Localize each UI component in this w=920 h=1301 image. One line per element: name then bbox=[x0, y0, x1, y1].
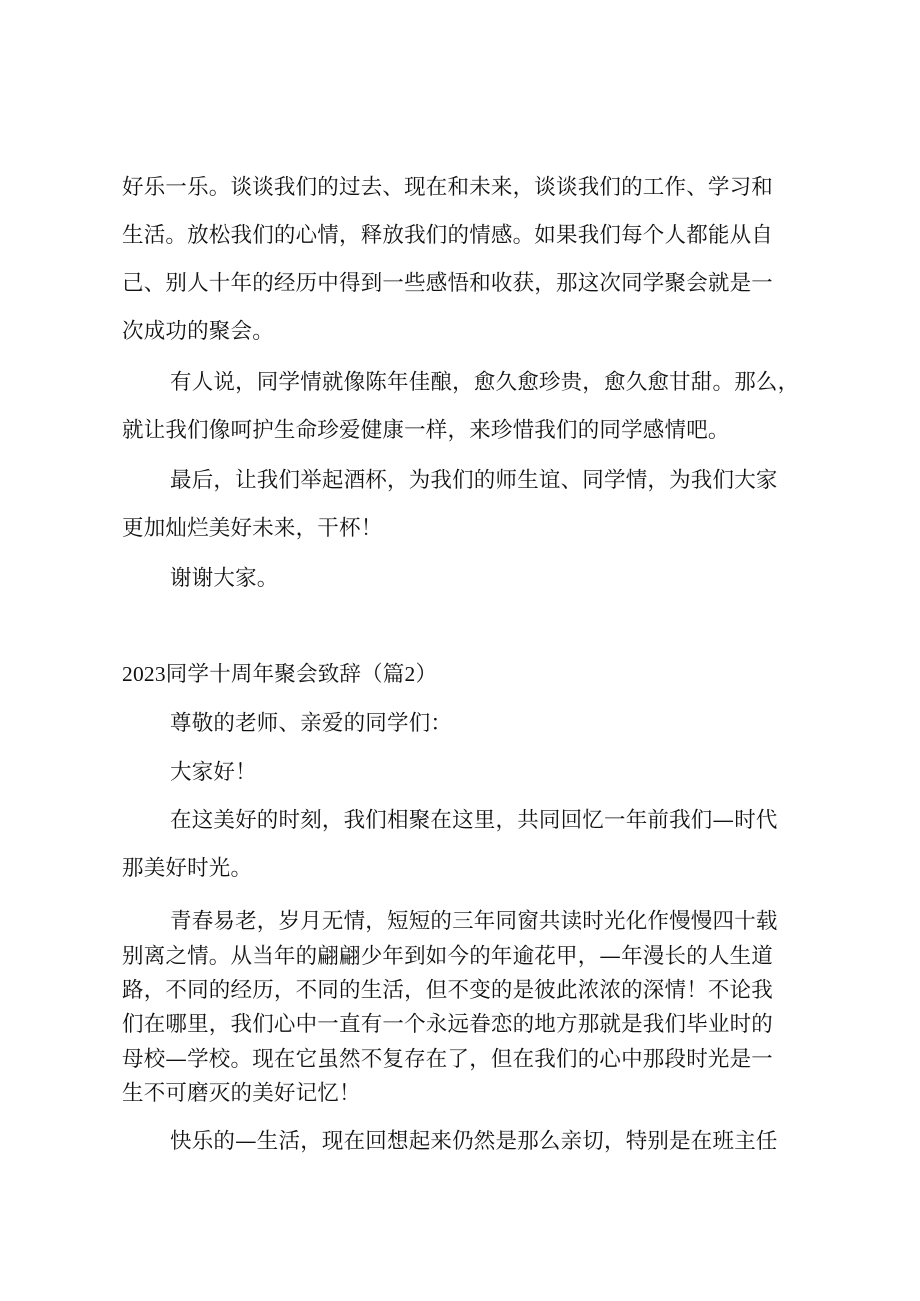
paragraph-line: 更加灿烂美好未来，干杯！ bbox=[122, 516, 383, 541]
paragraph-line: 路，不同的经历，不同的生活，但不变的是彼此浓浓的深情！不论我 bbox=[122, 978, 774, 1003]
paragraph-line: 生活。放松我们的心情，释放我们的情感。如果我们每个人都能从自 bbox=[122, 223, 774, 248]
paragraph-line: 次成功的聚会。 bbox=[122, 319, 274, 344]
paragraph-line: 生不可磨灭的美好记忆！ bbox=[122, 1081, 361, 1106]
paragraph-line: 青春易老，岁月无情，短短的三年同窗共读时光化作慢慢四十载 bbox=[170, 909, 778, 934]
paragraph-line: 谢谢大家。 bbox=[170, 566, 279, 591]
paragraph-line: 别离之情。从当年的翩翩少年到如今的年逾花甲，—年漫长的人生道 bbox=[122, 944, 774, 969]
paragraph-line: 有人说，同学情就像陈年佳酿，愈久愈珍贵，愈久愈甘甜。那么， bbox=[170, 370, 800, 395]
section-title: 2023同学十周年聚会致辞（篇2） bbox=[122, 662, 438, 686]
paragraph-line: 最后，让我们举起酒杯，为我们的师生谊、同学情，为我们大家 bbox=[170, 468, 778, 493]
paragraph-line: 们在哪里，我们心中一直有一个永远眷恋的地方那就是我们毕业时的 bbox=[122, 1012, 774, 1037]
paragraph-line: 在这美好的时刻，我们相聚在这里，共同回忆一年前我们—时代 bbox=[170, 808, 778, 833]
paragraph-line: 好乐一乐。谈谈我们的过去、现在和未来，谈谈我们的工作、学习和 bbox=[122, 175, 774, 200]
paragraph-line: 就让我们像呵护生命珍爱健康一样，来珍惜我们的同学感情吧。 bbox=[122, 418, 730, 443]
paragraph-line: 母校—学校。现在它虽然不复存在了，但在我们的心中那段时光是一 bbox=[122, 1047, 774, 1072]
greeting: 大家好！ bbox=[170, 760, 257, 785]
paragraph-line: 己、别人十年的经历中得到一些感悟和收获，那这次同学聚会就是一 bbox=[122, 271, 774, 296]
paragraph-line: 那美好时光。 bbox=[122, 856, 253, 881]
paragraph-line: 快乐的—生活，现在回想起来仍然是那么亲切，特别是在班主任 bbox=[170, 1129, 778, 1154]
salutation: 尊敬的老师、亲爱的同学们： bbox=[170, 711, 453, 736]
